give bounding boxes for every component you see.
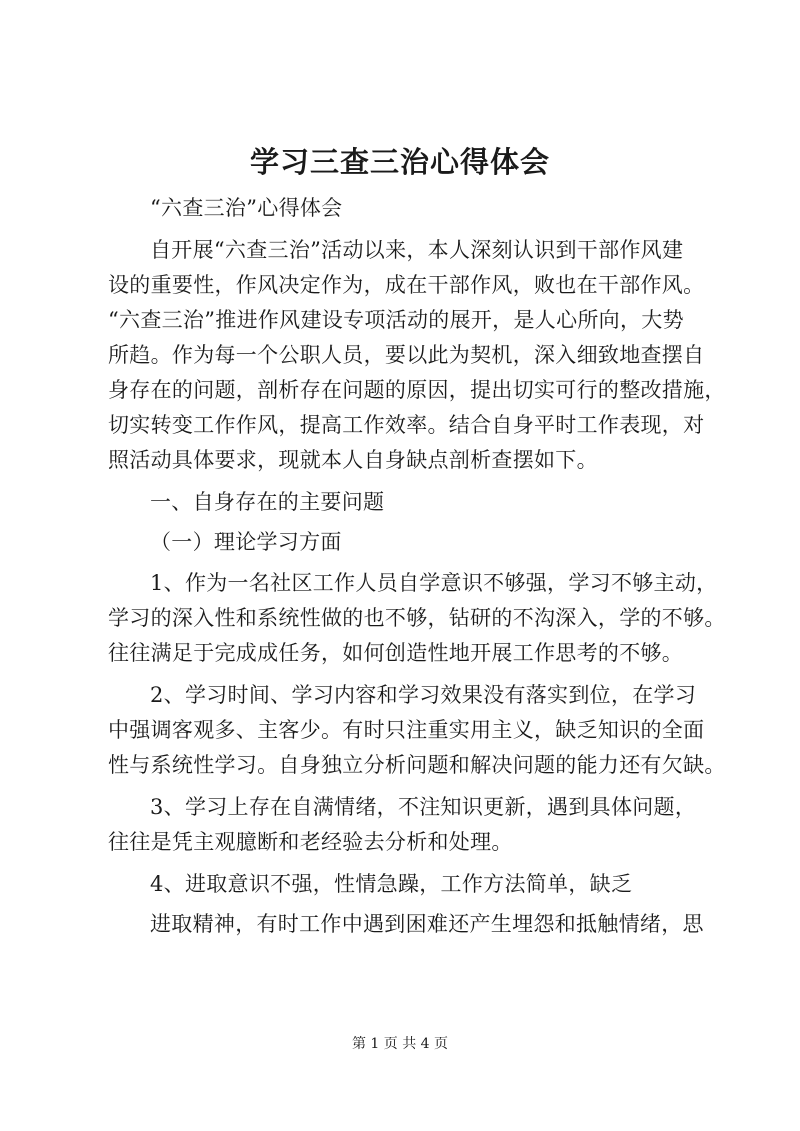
body-line: 中强调客观多、主客少。有时只注重实用主义，缺乏知识的全面: [108, 718, 705, 742]
document-title: 学习三查三治心得体会: [249, 145, 550, 179]
body-line: 1、作为一名社区工作人员自学意识不够强，学习不够主动，: [150, 571, 718, 595]
body-line: 往往是凭主观臆断和老经验去分析和处理。: [108, 830, 513, 854]
section-heading: 一、自身存在的主要问题: [150, 490, 385, 514]
body-line: 进取精神，有时工作中遇到困难还产生埋怨和抵触情绪，思: [150, 912, 704, 936]
body-line: 照活动具体要求，现就本人自身缺点剖析查摆如下。: [108, 448, 598, 472]
subsection-heading: （一）理论学习方面: [150, 530, 342, 554]
body-line: 3、学习上存在自满情绪，不注知识更新，遇到具体问题，: [150, 795, 697, 819]
body-line: 自开展“六查三治”活动以来，本人深刻认识到干部作风建: [150, 238, 684, 262]
body-line: 性与系统性学习。自身独立分析问题和解决问题的能力还有欠缺。: [108, 753, 726, 777]
body-line: 所趋。作为每一个公职人员，要以此为契机，深入细致地查摆自: [108, 343, 705, 367]
body-line: 2、学习时间、学习内容和学习效果没有落实到位，在学习: [150, 683, 697, 707]
body-line: 身存在的问题，剖析存在问题的原因，提出切实可行的整改措施，: [108, 378, 726, 402]
body-line: 往往满足于完成成任务，如何创造性地开展工作思考的不够。: [108, 641, 684, 665]
body-line: 设的重要性，作风决定作为，成在干部作风，败也在干部作风。: [108, 273, 705, 297]
body-line: 4、进取意识不强，性情急躁，工作方法简单，缺乏: [150, 872, 633, 896]
body-line: 切实转变工作作风，提高工作效率。结合自身平时工作表现，对: [108, 413, 705, 437]
body-line: 学习的深入性和系统性做的也不够，钻研的不沟深入，学的不够。: [108, 606, 726, 630]
body-line: “六查三治”推进作风建设专项活动的展开，是人心所向，大势: [108, 308, 684, 332]
page-footer: 第 1 页 共 4 页: [351, 1036, 449, 1052]
subtitle-line: “六查三治”心得体会: [150, 196, 343, 220]
